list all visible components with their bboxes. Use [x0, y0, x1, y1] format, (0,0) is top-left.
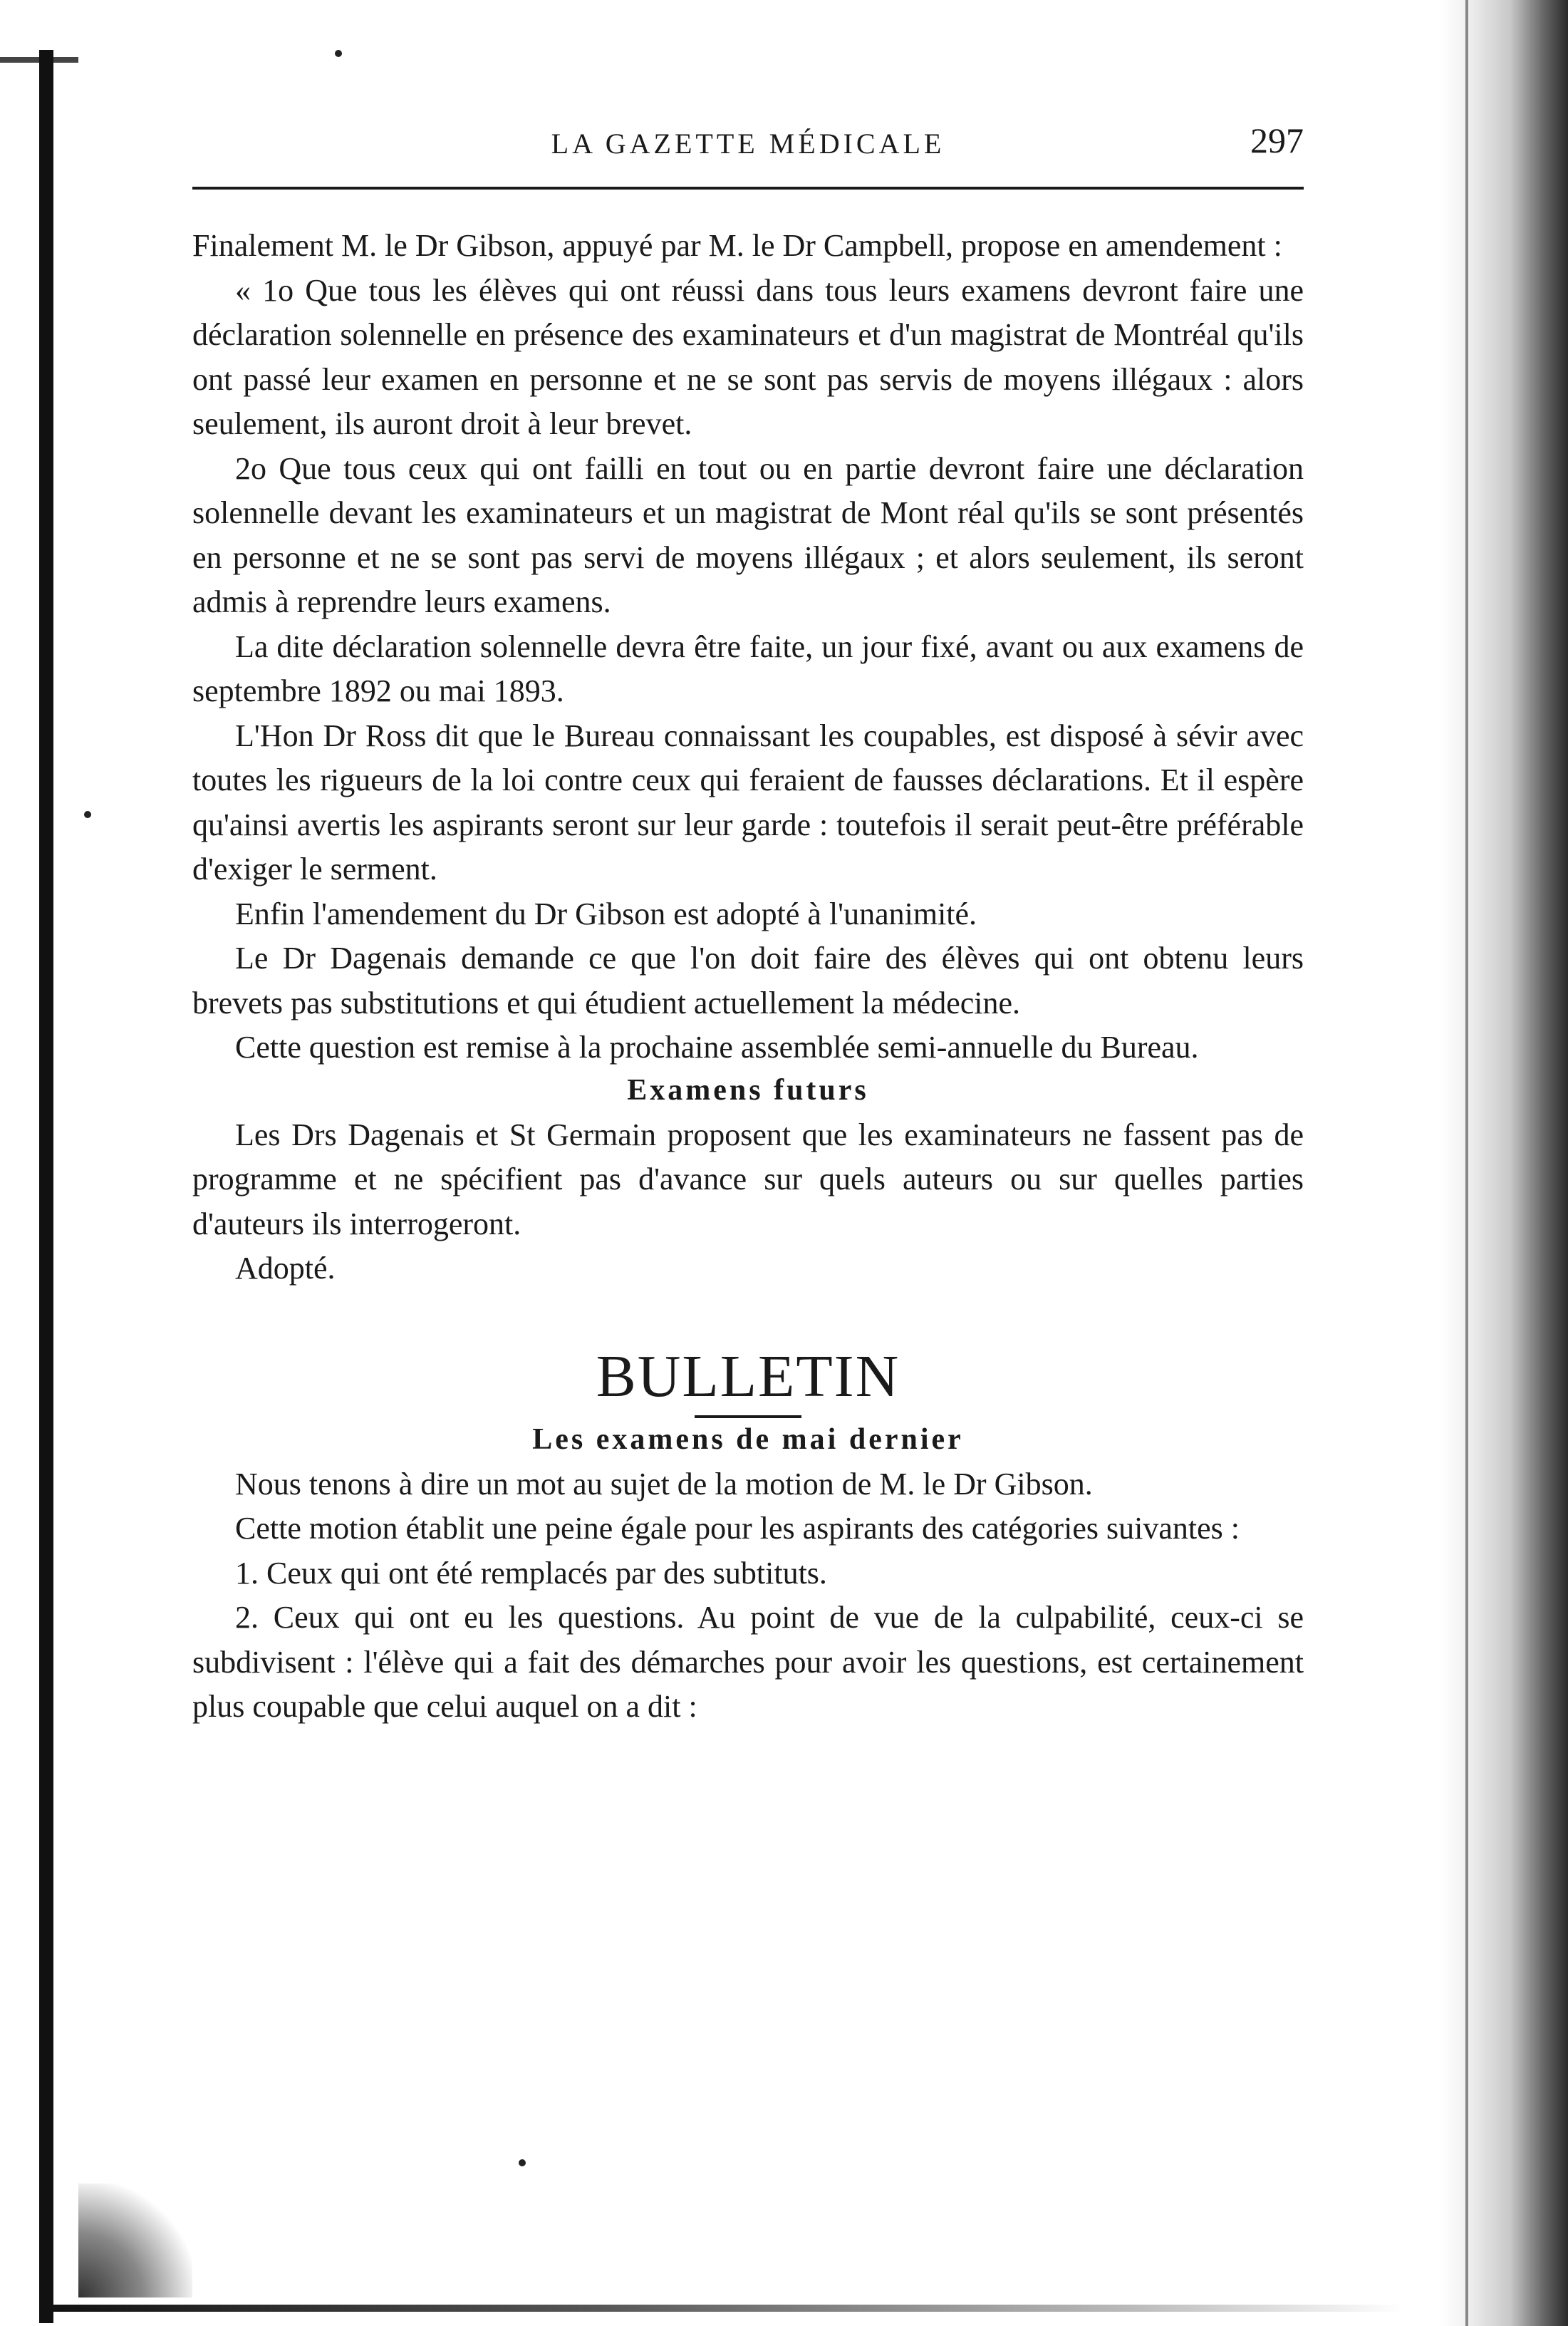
scan-right-edge-shadow	[1440, 0, 1568, 2326]
bulletin-rule	[695, 1415, 801, 1418]
page-number: 297	[1250, 120, 1304, 160]
ink-speck	[84, 811, 91, 818]
paragraph: Finalement M. le Dr Gibson, appuyé par M. le Dr Campbell, propose en amendement :	[192, 228, 1282, 263]
section-heading: Examens futurs	[627, 1073, 869, 1107]
paragraph: Enfin l'amendement du Dr Gibson est adopté à l'unanimité.	[235, 896, 977, 931]
bulletin-title: BULLETIN	[596, 1343, 900, 1410]
paragraph: Cette question est remise à la prochaine assemblée semi-annuelle du Bureau.	[235, 1030, 1199, 1065]
paragraph: L'Hon Dr Ross dit que le Bureau connaissant les coupables, est disposé à sévir avec toutes les rigueurs de la loi contre ceux qui feraient de fausses déclarations. Et il espère qu'ainsi avertis les aspirants seront sur leur garde : toutefois il serait peut-être préférable d'exiger le serment.	[192, 718, 1304, 887]
list-item: 2. Ceux qui ont eu les questions. Au point de vue de la culpabilité, ceux-ci se subdivisent : l'élève qui a fait des démarches pour avoir les questions, est certainement plus coupable que celui auquel on a dit :	[192, 1600, 1304, 1724]
scan-bottom-blot	[78, 2183, 192, 2297]
paragraph: Cette motion établit une peine égale pour les aspirants des catégories suivantes :	[235, 1511, 1240, 1546]
list-item: 1. Ceux qui ont été remplacés par des subtituts.	[235, 1555, 827, 1591]
header-rule	[192, 187, 1304, 190]
ink-speck	[519, 2159, 526, 2166]
paragraph: Adopté.	[235, 1251, 336, 1286]
paragraph: 2o Que tous ceux qui ont failli en tout ou en partie devront faire une déclaration solennelle devant les examinateurs et un magistrat de Mont réal qu'ils se sont présentés en personne et ne se sont pas servi de moyens illégaux ; et alors seulement, ils seront admis à reprendre leurs examens.	[192, 450, 1304, 619]
section-heading: Les examens de mai dernier	[532, 1422, 964, 1456]
ink-speck	[335, 50, 342, 57]
paragraph: « 1o Que tous les élèves qui ont réussi dans tous leurs examens devront faire une déclaration solennelle en présence des examinateurs et d'un magistrat de Montréal qu'ils ont passé leur examen en personne et ne se sont pas servis de moyens illégaux : alors seulement, ils auront droit à leur brevet.	[192, 272, 1304, 441]
scan-right-edge-line	[1465, 0, 1468, 2326]
scan-bottom-shadow	[50, 2305, 1403, 2312]
journal-title: LA GAZETTE MÉDICALE	[551, 128, 945, 160]
article-body	[192, 224, 1304, 1730]
paragraph: Le Dr Dagenais demande ce que l'on doit faire des élèves qui ont obtenu leurs brevets pas substitutions et qui étudient actuellement la médecine.	[192, 941, 1304, 1020]
paragraph: Les Drs Dagenais et St Germain proposent que les examinateurs ne fassent pas de programme et ne spécifient pas d'avance sur quels auteurs ou sur quelles parties d'auteurs ils interrogeront.	[192, 1117, 1304, 1241]
document-page	[192, 107, 1304, 1730]
running-head	[192, 107, 1304, 171]
paragraph: Nous tenons à dire un mot au sujet de la motion de M. le Dr Gibson.	[235, 1466, 1093, 1501]
scan-left-edge	[39, 50, 53, 2323]
paragraph: La dite déclaration solennelle devra être faite, un jour fixé, avant ou aux examens de septembre 1892 ou mai 1893.	[192, 629, 1304, 708]
